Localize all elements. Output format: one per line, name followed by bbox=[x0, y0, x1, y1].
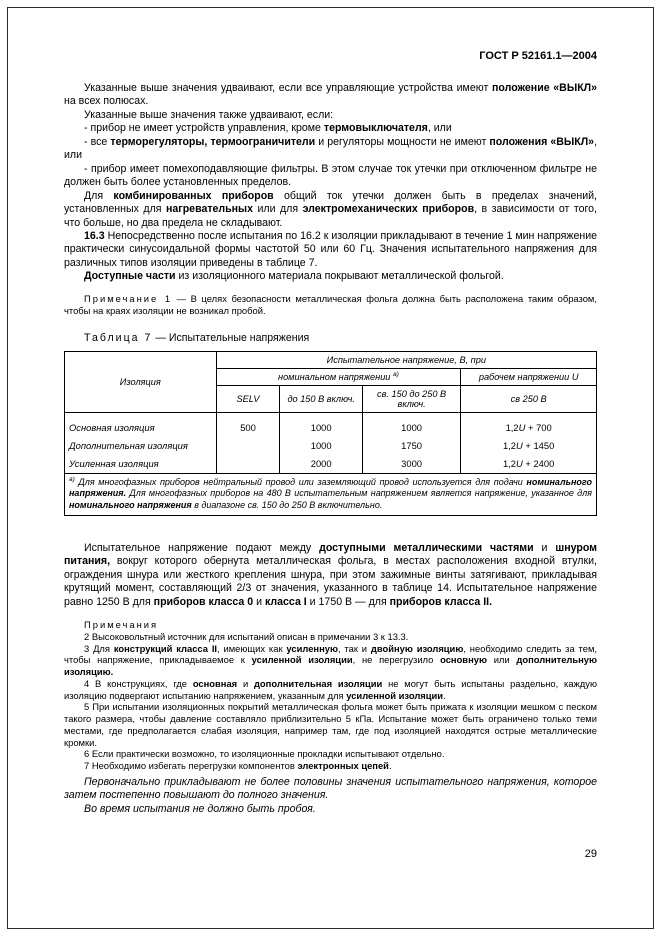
list-item-filters: - прибор имеет помехоподавляющие фильтры. В этом случае ток утечки при отключенном фильтре не должен быть более установленных пределов. bbox=[64, 162, 597, 189]
column-header-working-voltage: рабочем напряжении U bbox=[461, 368, 597, 385]
paragraph-accessible-parts: Доступные части из изоляционного материала покрывают металлической фольгой. bbox=[84, 270, 504, 283]
table-row-basic-insulation bbox=[65, 412, 597, 437]
column-header-nominal-voltage: номинальном напряжении $^{а)}$ bbox=[216, 368, 461, 385]
list-item-thermal-cutout: - прибор не имеет устройств управления, кроме термовыключателя, или bbox=[84, 122, 452, 135]
column-header-up-to-150: до 150 В включ. bbox=[280, 385, 362, 412]
note-4: 4 В конструкциях, где основная и дополнительная изоляции не могут быть испытаны раздельно, каждую изоляцию подвергают испытанию напряжением, указанным для усиленной изоляции. bbox=[64, 677, 597, 701]
column-header-test-voltage: Испытательное напряжение, В, при bbox=[216, 351, 596, 368]
note-3: 3 Для конструкций класса II, имеющих как усиленную, так и двойную изоляцию, необходимо следить за тем, чтобы напряжение, прикладываемое к усиленной изоляции, не перегрузило основную или дополнительную изоляцию. bbox=[64, 642, 598, 678]
note-6: 6 Если практически возможно, то изоляционные прокладки испытывают отдельно. bbox=[84, 748, 445, 760]
paragraph-test-voltage-application: Испытательное напряжение подают между доступными металлическими частями и шнуром питания, вокруг которого обернута металлическая фольга, в местах расположения входной втулки, ограждения шнура или жесткого крепления шнура, при этом зажимные винты затягивают, прикладывая крутящий момент, составляющий 2/3 от значения, указанного в таблице 14. Испытательное напряжение равно 1250 В для приборов класса 0 и класса I и 1750 В — для приборов класса II. bbox=[64, 541, 597, 608]
note-5: 5 При испытании изоляционных покрытий металлическая фольга может быть прижата к изоляции мешком с песком такого размера, чтобы давление составляло приблизительно 5 кПа. Испытание может быть ограничено только теми местами, где предполагается слабая изоляция, например там, где под изоляцией находятся острые металлические кромки. bbox=[64, 701, 597, 748]
cell-selv bbox=[216, 437, 280, 455]
notes-header: Примечания bbox=[84, 619, 159, 631]
paragraph-combined-appliances: Для комбинированных приборов общий ток утечки должен быть в пределах значений, установленных для нагревательных или для электромеханических приборов, в зависимости от того, что больше, но два предела не складывают. bbox=[64, 189, 597, 229]
list-item-thermostats: - все терморегуляторы, термоограничители и регуляторы мощности не имеют положения «ВЫКЛ», или bbox=[64, 135, 598, 162]
table-row-supplementary-insulation bbox=[65, 437, 597, 455]
paragraph-double-values: Указанные выше значения удваивают, если все управляющие устройства имеют положение «ВЫКЛ» на всех полюсах. bbox=[64, 82, 597, 108]
table-footnote-row bbox=[65, 473, 597, 515]
column-header-selv: SELV bbox=[216, 385, 280, 412]
column-header-150-to-250: св. 150 до 250 В включ. bbox=[362, 385, 460, 412]
table-footnote: $^{а)}$ Для многофазных приборов нейтральный провод или заземляющий провод используется для подачи номинального напряжения. Для многофазных приборов на 480 В испытательным напряжением является напряжение, указанное для номинального напряжения в диапазоне св. 150 до 250 В включительно. bbox=[65, 473, 597, 515]
cell-150-to-250: 3000 bbox=[362, 455, 460, 474]
cell-selv bbox=[216, 455, 280, 474]
column-header-over-250: св 250 В bbox=[461, 385, 597, 412]
paragraph-no-breakdown: Во время испытания не должно быть пробоя. bbox=[84, 802, 316, 815]
paragraph-initial-half-voltage: Первоначально прикладывают не более половины значения испытательного напряжения, которое затем постепенно повышают до полного значения. bbox=[64, 775, 597, 802]
cell-working-voltage: 1,2U + 2400 bbox=[461, 455, 597, 474]
paragraph-also-double: Указанные выше значения также удваивают, если: bbox=[84, 108, 334, 121]
notes-block bbox=[64, 619, 597, 772]
table-header-row-1 bbox=[65, 351, 597, 368]
note-7: 7 Необходимо избегать перегрузки компонентов электронных цепей. bbox=[84, 760, 392, 772]
cell-up-to-150: 1000 bbox=[280, 412, 362, 437]
cell-working-voltage: 1,2U + 700 bbox=[461, 412, 597, 437]
page-content bbox=[64, 50, 597, 816]
cell-insulation-label: Основная изоляция bbox=[65, 412, 217, 437]
note-1: Примечание 1 — В целях безопасности металлическая фольга должна быть расположена таким образом, чтобы на краях изоляции не возникал пробой. bbox=[64, 292, 597, 316]
table-caption: Таблица 7 — Испытательные напряжения bbox=[84, 332, 310, 345]
cell-insulation-label: Усиленная изоляция bbox=[65, 455, 217, 474]
paragraph-clause-16-3: 16.3 Непосредственно после испытания по 16.2 к изоляции прикладывают в течение 1 мин напряжение практически синусоидальной формы частотой 50 или 60 Гц. Значения испытательного напряжения для различных типов изоляции приведены в таблице 7. bbox=[64, 229, 597, 269]
cell-working-voltage: 1,2U + 1450 bbox=[461, 437, 597, 455]
cell-150-to-250: 1000 bbox=[362, 412, 460, 437]
note-2: 2 Высоковольтный источник для испытаний описан в примечании 3 к 13.3. bbox=[84, 630, 409, 642]
cell-insulation-label: Дополнительная изоляция bbox=[65, 437, 217, 455]
cell-up-to-150: 2000 bbox=[280, 455, 362, 474]
cell-selv: 500 bbox=[216, 412, 280, 437]
column-header-insulation: Изоляция bbox=[65, 351, 217, 412]
test-voltage-table bbox=[64, 351, 597, 516]
page-number: 29 bbox=[584, 848, 597, 860]
cell-150-to-250: 1750 bbox=[362, 437, 460, 455]
table-row-reinforced-insulation bbox=[65, 455, 597, 474]
cell-up-to-150: 1000 bbox=[280, 437, 362, 455]
doc-number: ГОСТ Р 52161.1—2004 bbox=[479, 50, 597, 62]
